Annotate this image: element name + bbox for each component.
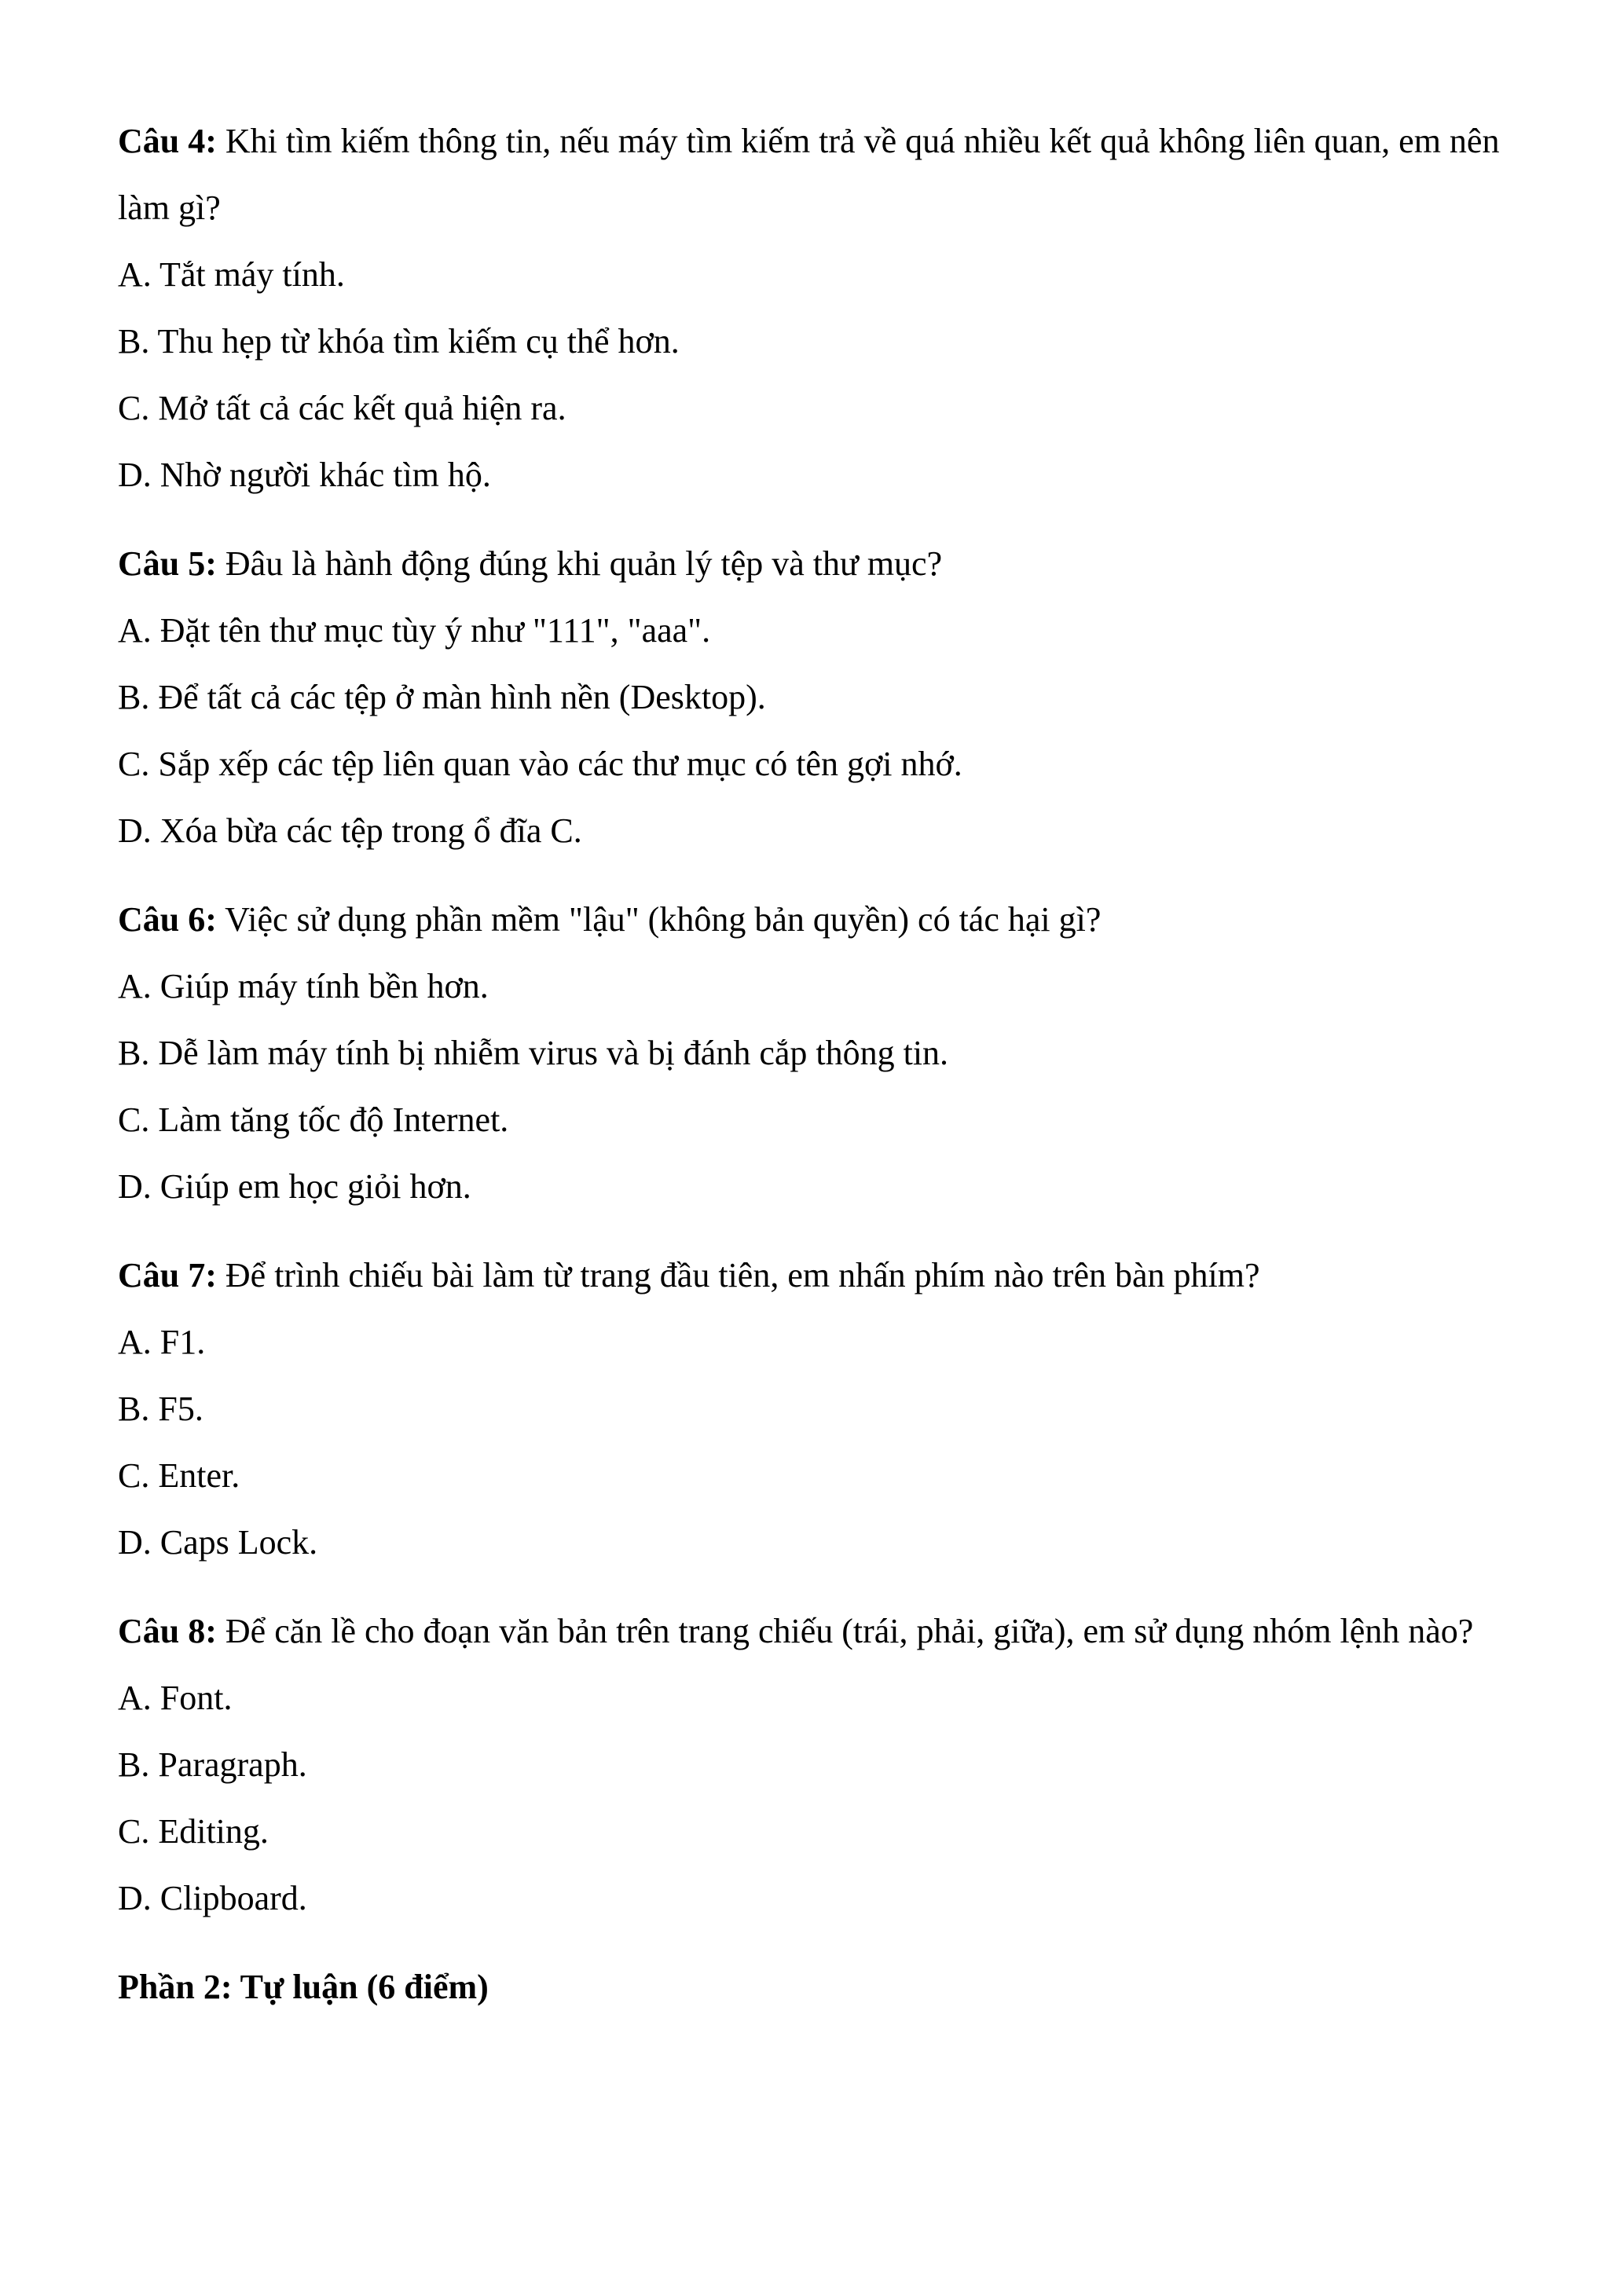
question-stem (118, 108, 1532, 241)
answer-option: B. Thu hẹp từ khóa tìm kiếm cụ thể hơn. (118, 322, 680, 361)
question-stem (118, 1598, 1532, 1664)
answer-option: B. Dễ làm máy tính bị nhiễm virus và bị đánh cắp thông tin. (118, 1034, 949, 1072)
question-item (118, 530, 1532, 864)
question-label: Câu 8: (118, 1612, 217, 1650)
answer-option: D. Nhờ người khác tìm hộ. (118, 456, 491, 494)
question-stem (118, 886, 1532, 953)
answer-option: A. F1. (118, 1323, 206, 1361)
answer-option: A. Giúp máy tính bền hơn. (118, 967, 489, 1005)
question-text: Để trình chiếu bài làm từ trang đầu tiên, em nhấn phím nào trên bàn phím? (216, 1256, 1260, 1294)
answer-option: C. Làm tăng tốc độ Internet. (118, 1100, 509, 1139)
question-stem (118, 530, 1532, 597)
question-label: Câu 4: (118, 122, 217, 160)
answer-option: C. Editing. (118, 1812, 269, 1851)
answer-option: D. Caps Lock. (118, 1523, 318, 1562)
answer-option: D. Clipboard. (118, 1879, 307, 1917)
answer-option: D. Xóa bừa các tệp trong ổ đĩa C. (118, 811, 582, 850)
question-label: Câu 7: (118, 1256, 217, 1294)
question-text: Để căn lề cho đoạn văn bản trên trang chiếu (trái, phải, giữa), em sử dụng nhóm lệnh nào? (216, 1612, 1474, 1650)
answer-option: A. Tắt máy tính. (118, 255, 345, 294)
answer-option: A. Font. (118, 1679, 233, 1717)
question-text: Khi tìm kiếm thông tin, nếu máy tìm kiếm trả về quá nhiều kết quả không liên quan, em nên làm gì? (118, 122, 1500, 227)
answer-option: C. Enter. (118, 1456, 240, 1495)
question-label: Câu 5: (118, 544, 217, 583)
document-page (118, 108, 1532, 2020)
question-label: Câu 6: (118, 900, 217, 939)
question-text: Đâu là hành động đúng khi quản lý tệp và thư mục? (216, 544, 943, 583)
answer-option: B. Paragraph. (118, 1745, 307, 1784)
answer-option: A. Đặt tên thư mục tùy ý như "111", "aaa". (118, 611, 711, 650)
question-stem (118, 1242, 1532, 1309)
question-list (118, 108, 1532, 1932)
answer-option: B. Để tất cả các tệp ở màn hình nền (Desktop). (118, 678, 766, 716)
answer-option: B. F5. (118, 1390, 203, 1428)
question-item (118, 108, 1532, 508)
question-item (118, 886, 1532, 1220)
question-item (118, 1598, 1532, 1932)
answer-option: C. Mở tất cả các kết quả hiện ra. (118, 389, 566, 427)
question-text: Việc sử dụng phần mềm "lậu" (không bản quyền) có tác hại gì? (216, 900, 1102, 939)
section-heading: Phần 2: Tự luận (6 điểm) (118, 1968, 489, 2006)
answer-option: C. Sắp xếp các tệp liên quan vào các thư mục có tên gợi nhớ. (118, 745, 962, 783)
answer-option: D. Giúp em học giỏi hơn. (118, 1167, 471, 1206)
question-item (118, 1242, 1532, 1576)
